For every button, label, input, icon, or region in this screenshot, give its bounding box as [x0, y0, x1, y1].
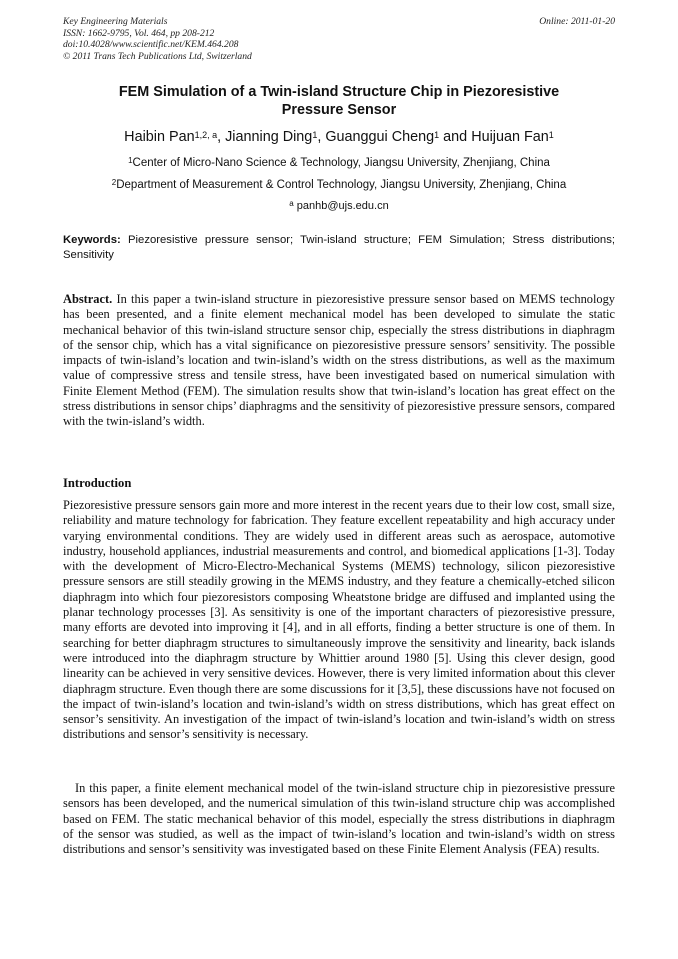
- author-name: Guanggui Cheng: [325, 129, 435, 145]
- keywords-text: Piezoresistive pressure sensor; Twin-island structure; FEM Simulation; Stress distributions; Sensitivity: [63, 234, 615, 261]
- keywords-block: [63, 233, 615, 263]
- title-line-2: Pressure Sensor: [281, 102, 397, 118]
- affiliation-text: Department of Measurement & Control Technology, Jiangsu University, Zhenjiang, China: [116, 179, 567, 191]
- email-address: panhb@ujs.edu.cn: [296, 200, 389, 212]
- author-affiliation-mark: 1,2, a: [194, 130, 218, 140]
- journal-header: [63, 16, 615, 62]
- section-heading-introduction: Introduction: [63, 476, 132, 490]
- author-affiliation-mark: 1: [312, 130, 318, 140]
- abstract-label: Abstract.: [63, 292, 113, 306]
- issn-line: ISSN: 1662-9795, Vol. 464, pp 208-212: [63, 27, 215, 39]
- introduction-paragraph-2: In this paper, a finite element mechanical model of the twin-island structure chip in piezoresistive pressure sensors has been developed, and the numerical simulation of this twin-island structure chip was accomplished based on FEM. The static mechanical behavior of this model, especially the stress distributions in diaphragm of the sensor was studied, as well as the impact of twin-island’s location and twin-island’s width on stress distributions and sensor’s sensitivity was investigated based on these Finite Element Analysis (FEA) results.: [63, 781, 615, 857]
- email-mark: a: [289, 199, 294, 208]
- author-separator: ,: [317, 129, 326, 145]
- author-separator: and: [439, 129, 472, 145]
- author-affiliation-mark: 1: [548, 130, 554, 140]
- affiliation-text: Center of Micro-Nano Science & Technology, Jiangsu University, Zhenjiang, China: [132, 157, 550, 169]
- abstract-text: In this paper a twin-island structure in piezoresistive pressure sensor based on MEMS technology has been presented, and a finite element mechanical model has been developed to simulate the static mechanical behavior of this twin-island structure sensor chip, especially the stress distributions in diaphragm of the sensor chip, which has a vital significance on piezoresistive pressure sensors’ sensitivity. The possible impacts of twin-island’s location and twin-island’s width on the stress distributions, as well as the maximum value of compressive stress and tensile stress, have been investigated based on numerical simulation with Finite Element Method (FEM). The simulation results show that twin-island’s location has great effect on the stress distributions in sensor chips’ diaphragms and the sensitivity of piezoresistive pressure sensors, compared with the twin-island’s width.: [63, 292, 615, 429]
- author-name: Jianning Ding: [225, 129, 313, 145]
- paper-title: [63, 83, 615, 119]
- affiliation-1: [63, 156, 615, 170]
- author-email: [63, 199, 615, 213]
- keywords-label: Keywords:: [63, 234, 121, 246]
- introduction-paragraph-1: Piezoresistive pressure sensors gain more and more interest in the recent years due to their low cost, small size, reliability and mature technology for fabrication. They feature excellent repeatability and high accuracy under varying environmental conditions. They are widely used in different areas such as aerospace, automotive industry, household appliances, industrial measurements and control, and biomedical applications [1-3]. Today with the development of Micro-Electro-Mechanical Systems (MEMS) technology, silicon piezoresistive pressure sensors are still steadily growing in the MEMS industry, and they feature a chemically-etched silicon diaphragm into which four piezoresistors composing Wheatstone bridge are diffused and implanted using the planar technology processes [3]. As sensitivity is one of the important characters of piezoresistive pressure, many efforts are devoted into improving it [4], and in all efforts, finding a better structure is one of them. In searching for better diaphragm structures to simultaneously improve the sensitivity and linearity, back islands were introduced into the diaphragm structure by Whittier around 1980 [5]. Using this clever design, good linearity can be achieved in very sensitive devices. However, there is very limited information about this clever diaphragm structure. Even though there are some discussions for it [3,5], these discussions have not focused on the impact of twin-island’s location and twin-island’s width on stress distributions, which has great effect on sensor’s sensitivity. An investigation of the impact of twin-island’s location and twin-island’s width on stress distributions and sensor’s sensitivity is necessary.: [63, 498, 615, 742]
- affiliation-2: [63, 178, 615, 192]
- doi-line: doi:10.4028/www.scientific.net/KEM.464.208: [63, 39, 239, 50]
- copyright-line: © 2011 Trans Tech Publications Ltd, Switzerland: [63, 50, 252, 62]
- affiliation-mark: 1: [128, 156, 133, 165]
- online-date: Online: 2011-01-20: [539, 16, 615, 27]
- title-line-1: FEM Simulation of a Twin-island Structure Chip in Piezoresistive: [118, 84, 560, 100]
- author-affiliation-mark: 1: [434, 130, 440, 140]
- journal-name: Key Engineering Materials: [63, 16, 168, 27]
- author-separator: ,: [217, 129, 226, 145]
- abstract-block: [63, 292, 615, 430]
- affiliation-mark: 2: [111, 178, 117, 187]
- author-name: Haibin Pan: [124, 129, 195, 145]
- author-name: Huijuan Fan: [471, 129, 549, 145]
- author-list: [63, 128, 615, 146]
